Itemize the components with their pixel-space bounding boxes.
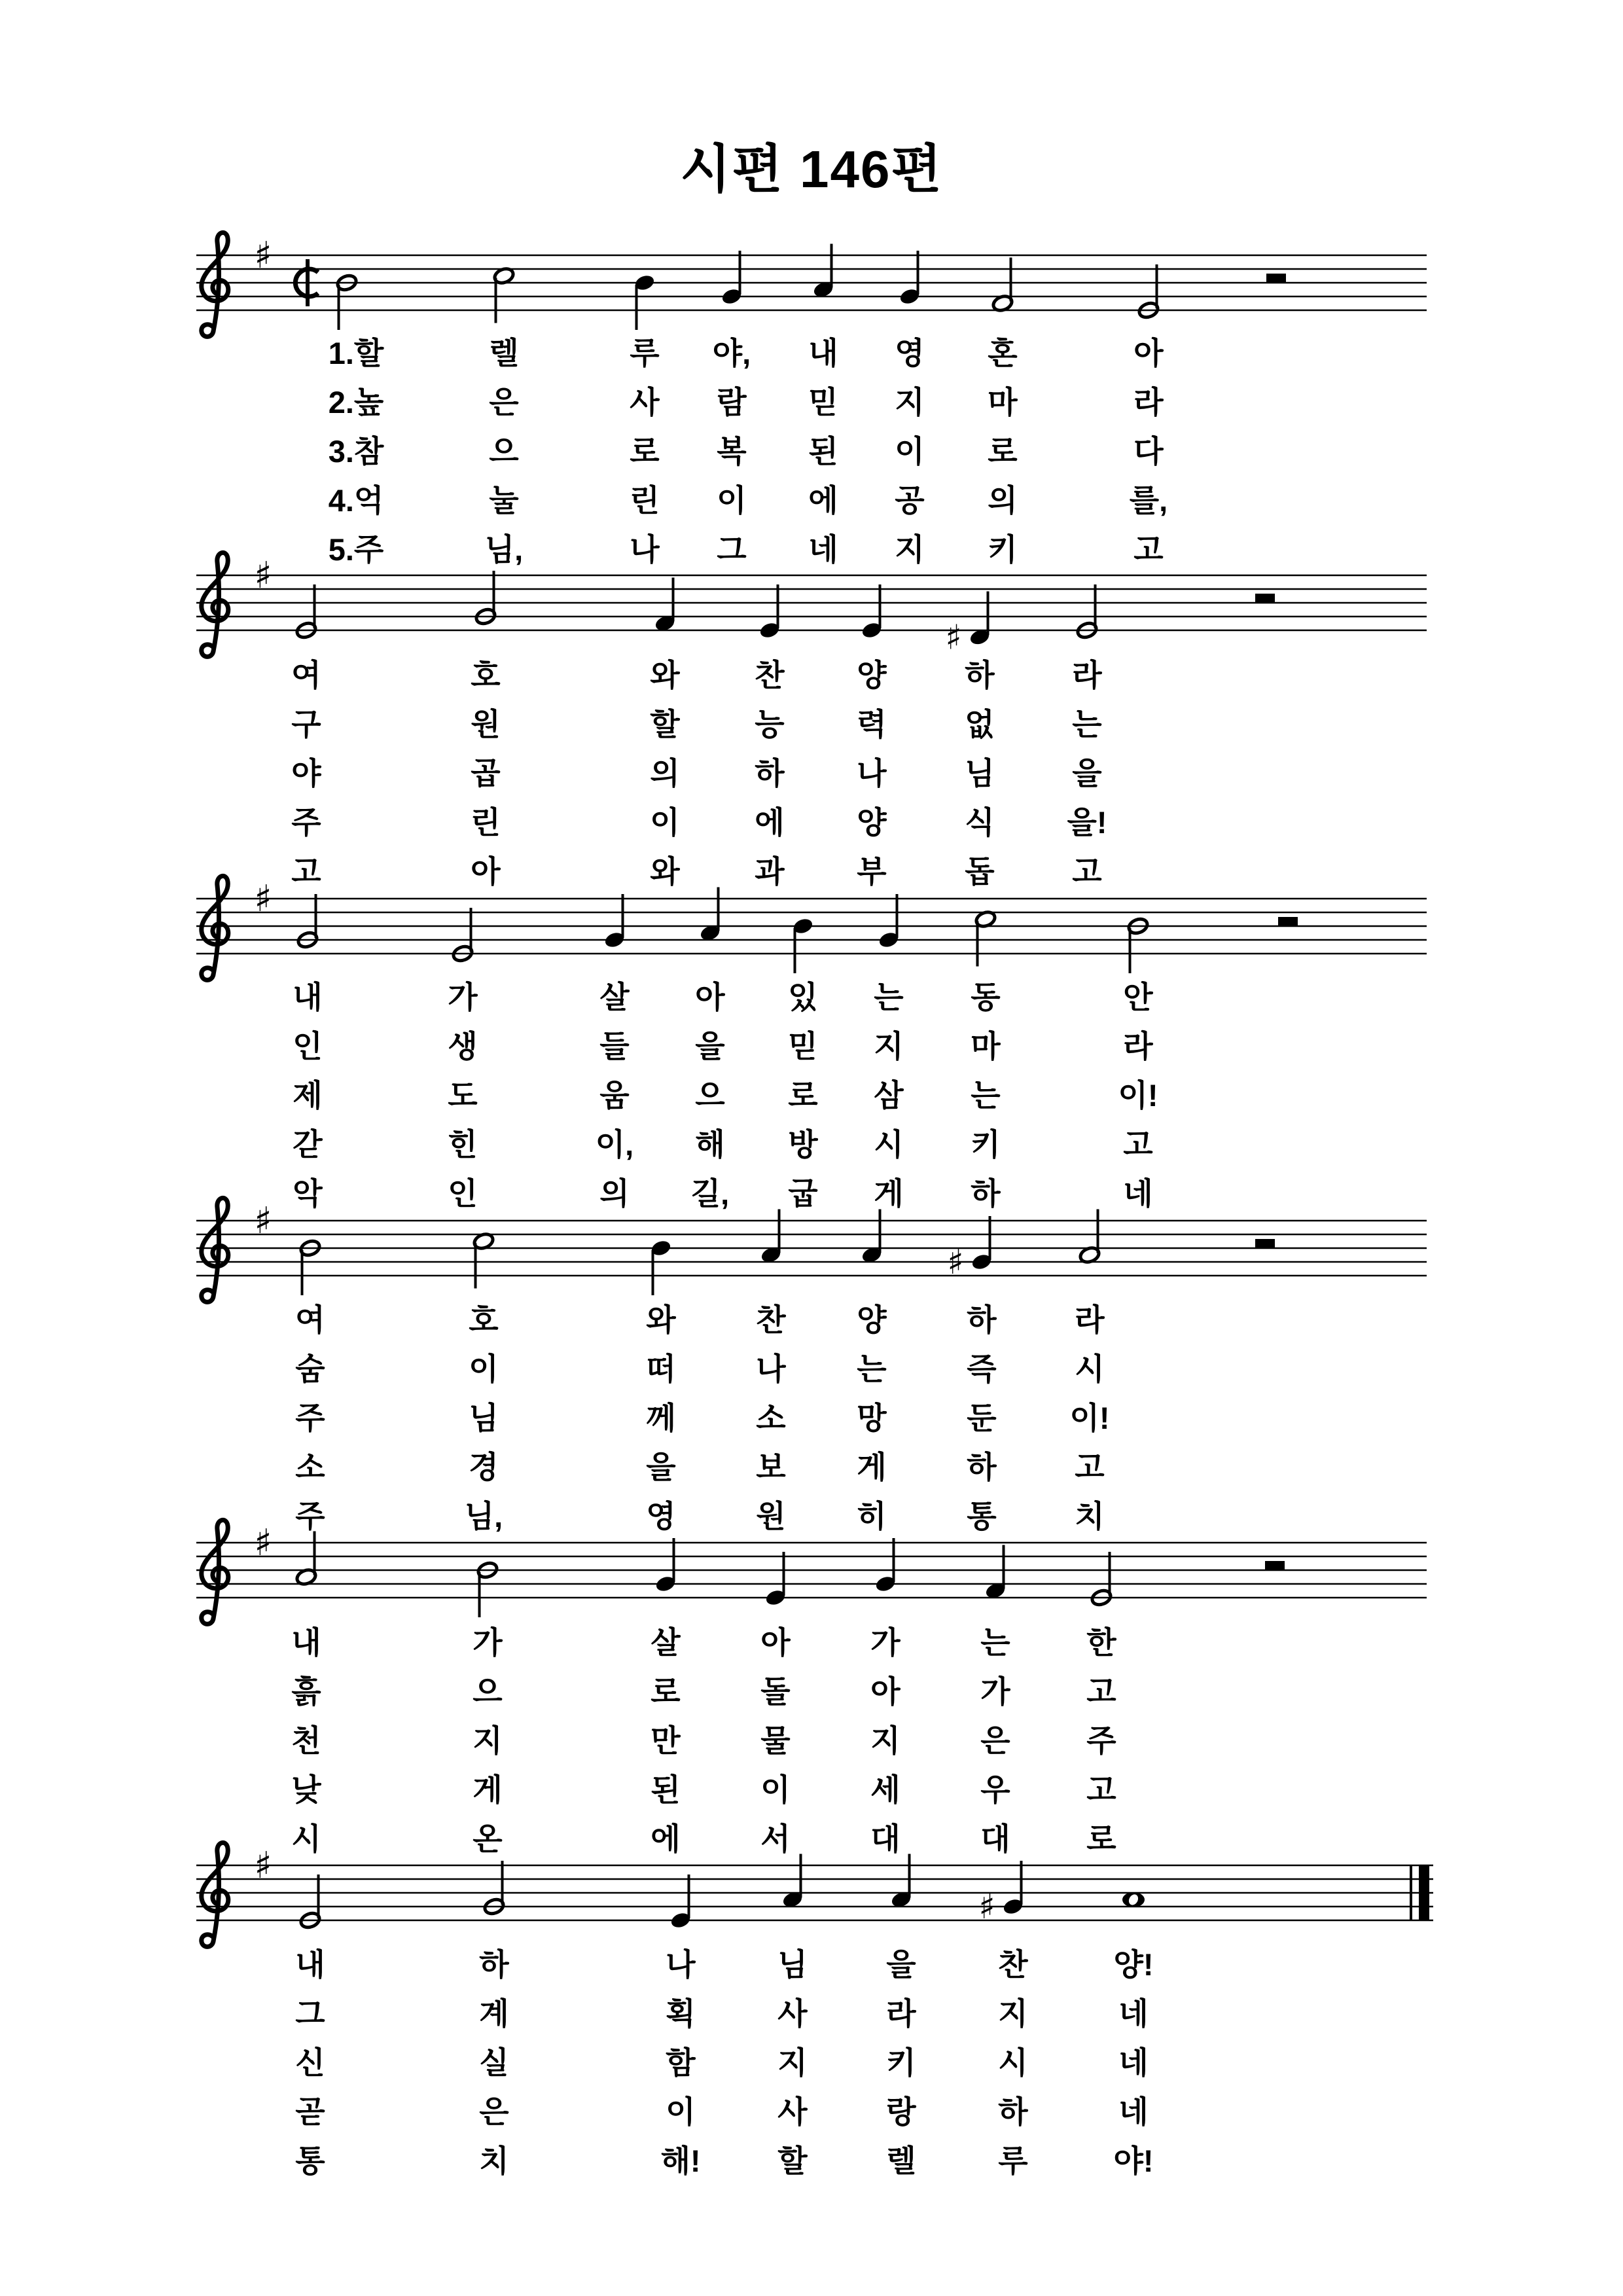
lyric-syllable: 고 bbox=[1133, 532, 1164, 567]
lyric-syllable: 랑 bbox=[886, 2094, 916, 2129]
lyric-syllable: 와 bbox=[650, 854, 680, 889]
lyric-syllable: 치 bbox=[1075, 1499, 1105, 1534]
lyric-syllable: 내 bbox=[291, 1625, 321, 1660]
staff-system-3 bbox=[183, 840, 1499, 997]
lyric-syllable: 사 bbox=[777, 2094, 808, 2129]
lyric-syllable: 믿 bbox=[788, 1029, 818, 1064]
lyric-syllable: 굽 bbox=[788, 1176, 818, 1211]
lyric-syllable: 하 bbox=[479, 1947, 509, 1982]
lyric-syllable: 이 bbox=[760, 1772, 791, 1807]
lyric-syllable: 을 bbox=[1072, 756, 1102, 791]
lyric-syllable: 에 bbox=[651, 1821, 681, 1856]
staff-system-6 bbox=[183, 1806, 1499, 1964]
lyric-syllable: 주 bbox=[295, 1499, 325, 1534]
lyric-syllable: 주 bbox=[1086, 1723, 1116, 1758]
lyric-syllable: 을 bbox=[695, 1029, 725, 1064]
lyric-syllable: 지 bbox=[777, 2045, 808, 2080]
lyric-syllable: 키 bbox=[988, 532, 1018, 567]
lyric-syllable: 마 bbox=[988, 385, 1018, 420]
lyric-syllable: 인 bbox=[448, 1176, 478, 1211]
lyric-syllable: 삼 bbox=[874, 1078, 904, 1113]
lyric-syllable: 소 bbox=[295, 1450, 325, 1484]
lyric-syllable: 와 bbox=[646, 1302, 676, 1337]
lyric-syllable: 하 bbox=[967, 1450, 997, 1484]
lyric-syllable: 로 bbox=[1086, 1821, 1116, 1856]
lyric-syllable: 혼 bbox=[988, 336, 1018, 370]
treble-clef-icon bbox=[202, 968, 213, 980]
lyric-syllable: 숨 bbox=[295, 1352, 325, 1386]
lyric-syllable: 로 bbox=[630, 434, 660, 469]
lyric-syllable: 의 bbox=[988, 483, 1018, 518]
lyric-syllable: 게 bbox=[473, 1772, 503, 1807]
lyric-syllable: 다 bbox=[1133, 434, 1164, 469]
lyric-syllable: 지 bbox=[870, 1723, 901, 1758]
lyric-syllable: 렐 bbox=[489, 336, 519, 370]
lyric-syllable: 나 bbox=[630, 532, 660, 567]
lyric-syllable: 네 bbox=[808, 532, 838, 567]
lyric-syllable: 함 bbox=[666, 2045, 696, 2080]
lyric-syllable: 아 bbox=[1133, 336, 1164, 370]
lyric-syllable: 살 bbox=[651, 1625, 681, 1660]
lyric-syllable: 치 bbox=[479, 2144, 509, 2178]
lyric-syllable: 획 bbox=[666, 1996, 696, 2031]
lyric-syllable: 움 bbox=[599, 1078, 630, 1113]
lyric-syllable: 는 bbox=[874, 980, 904, 1014]
lyric-syllable: 생 bbox=[448, 1029, 478, 1064]
lyric-syllable: 경 bbox=[469, 1450, 499, 1484]
lyric-syllable: 찬 bbox=[756, 1302, 786, 1337]
lyric-syllable: 을 bbox=[886, 1947, 916, 1982]
lyric-syllable: 님 bbox=[965, 756, 995, 791]
lyric-syllable: 로 bbox=[988, 434, 1018, 469]
key-signature-sharp-icon: ♯ bbox=[254, 1522, 272, 1564]
lyric-syllable: 나 bbox=[857, 756, 887, 791]
lyric-syllable: 우 bbox=[980, 1772, 1010, 1807]
lyric-syllable: 마 bbox=[971, 1029, 1001, 1064]
lyric-syllable: 들 bbox=[599, 1029, 630, 1064]
lyric-syllable: 야, bbox=[712, 336, 751, 370]
lyric-syllable: 3.참 bbox=[328, 434, 384, 469]
lyric-syllable: 으 bbox=[473, 1674, 503, 1709]
lyric-syllable: 양 bbox=[857, 805, 887, 840]
lyric-syllable: 히 bbox=[857, 1499, 887, 1534]
lyric-syllable: 은 bbox=[980, 1723, 1010, 1758]
lyric-syllable: 주 bbox=[291, 805, 321, 840]
lyric-syllable: 1.할 bbox=[328, 336, 384, 370]
lyric-syllable: 보 bbox=[756, 1450, 786, 1484]
lyric-syllable: 찬 bbox=[755, 658, 785, 692]
lyric-syllable: 낮 bbox=[291, 1772, 321, 1807]
lyric-syllable: 호 bbox=[471, 658, 501, 692]
staff-system-4 bbox=[183, 1162, 1499, 1319]
lyric-syllable: 는 bbox=[857, 1352, 887, 1386]
lyric-syllable: 게 bbox=[874, 1176, 904, 1211]
lyric-syllable: 망 bbox=[857, 1401, 887, 1435]
lyric-syllable: 해 bbox=[695, 1127, 725, 1162]
lyric-syllable: 사 bbox=[777, 1996, 808, 2031]
lyric-syllable: 지 bbox=[895, 385, 925, 420]
lyric-syllable: 께 bbox=[646, 1401, 676, 1435]
lyric-syllable: 사 bbox=[630, 385, 660, 420]
lyric-syllable: 영 bbox=[646, 1499, 676, 1534]
lyric-syllable: 님 bbox=[777, 1947, 808, 1982]
lyric-syllable: 힌 bbox=[448, 1127, 478, 1162]
lyric-syllable: 돕 bbox=[965, 854, 995, 889]
page-title: 시편 146편 bbox=[680, 139, 943, 198]
lyric-syllable: 4.억 bbox=[328, 483, 384, 518]
lyric-syllable: 통 bbox=[967, 1499, 997, 1534]
lyric-syllable: 가 bbox=[448, 980, 478, 1014]
lyric-syllable: 영 bbox=[895, 336, 925, 370]
lyric-syllable: 된 bbox=[808, 434, 838, 469]
lyric-syllable: 천 bbox=[291, 1723, 321, 1758]
lyric-syllable: 길, bbox=[690, 1176, 730, 1211]
lyric-syllable: 주 bbox=[295, 1401, 325, 1435]
lyric-syllable: 는 bbox=[980, 1625, 1010, 1660]
lyric-syllable: 호 bbox=[469, 1302, 499, 1337]
lyric-syllable: 돌 bbox=[760, 1674, 791, 1709]
lyric-syllable: 나 bbox=[756, 1352, 786, 1386]
lyric-syllable: 복 bbox=[717, 434, 747, 469]
lyric-syllable: 5.주 bbox=[328, 532, 384, 567]
lyric-syllable: 고 bbox=[1075, 1450, 1105, 1484]
lyric-syllable: 양! bbox=[1113, 1947, 1154, 1982]
lyric-syllable: 구 bbox=[291, 707, 321, 742]
lyric-syllable: 라 bbox=[1133, 385, 1164, 420]
lyric-syllable: 아 bbox=[471, 854, 501, 889]
half-rest-icon bbox=[1265, 1561, 1285, 1570]
lyric-syllable: 그 bbox=[295, 1996, 325, 2031]
lyric-syllable: 을! bbox=[1067, 805, 1107, 840]
lyric-syllable: 지 bbox=[998, 1996, 1028, 2031]
lyric-syllable: 는 bbox=[1072, 707, 1102, 742]
lyric-syllable: 라 bbox=[1072, 658, 1102, 692]
lyric-syllable: 렐 bbox=[886, 2144, 916, 2178]
lyric-syllable: 계 bbox=[479, 1996, 509, 2031]
lyric-syllable: 양 bbox=[857, 1302, 887, 1337]
staff-system-2 bbox=[183, 516, 1499, 673]
lyric-syllable: 아 bbox=[870, 1674, 901, 1709]
lyric-syllable: 부 bbox=[857, 854, 887, 889]
lyric-syllable: 물 bbox=[760, 1723, 791, 1758]
half-rest-icon bbox=[1255, 594, 1275, 603]
staff-system-1 bbox=[183, 196, 1499, 353]
lyric-syllable: 아 bbox=[760, 1625, 791, 1660]
lyric-syllable: 키 bbox=[886, 2045, 916, 2080]
lyric-syllable: 갇 bbox=[293, 1127, 323, 1162]
lyric-syllable: 양 bbox=[857, 658, 887, 692]
lyric-syllable: 로 bbox=[788, 1078, 818, 1113]
lyric-syllable: 서 bbox=[760, 1821, 791, 1856]
lyric-syllable: 게 bbox=[857, 1450, 887, 1484]
lyric-syllable: 시 bbox=[998, 2045, 1028, 2080]
lyric-syllable: 네 bbox=[1118, 1996, 1149, 2031]
staff-system-5 bbox=[183, 1484, 1499, 1641]
lyric-syllable: 둔 bbox=[967, 1401, 997, 1435]
key-signature-sharp-icon: ♯ bbox=[254, 554, 272, 597]
lyric-syllable: 내 bbox=[293, 980, 323, 1014]
key-signature-sharp-icon: ♯ bbox=[254, 878, 272, 920]
treble-clef-icon bbox=[202, 1290, 213, 1302]
final-barline bbox=[1419, 1865, 1429, 1920]
lyric-syllable: 실 bbox=[479, 2045, 509, 2080]
lyric-syllable: 이, bbox=[595, 1127, 634, 1162]
lyric-syllable: 루 bbox=[630, 336, 660, 370]
lyric-syllable: 린 bbox=[630, 483, 660, 518]
lyric-syllable: 제 bbox=[293, 1078, 323, 1113]
lyric-syllable: 와 bbox=[650, 658, 680, 692]
lyric-syllable: 고 bbox=[1086, 1674, 1116, 1709]
lyric-syllable: 떠 bbox=[646, 1352, 676, 1386]
lyric-syllable: 람 bbox=[717, 385, 747, 420]
lyric-syllable: 이 bbox=[895, 434, 925, 469]
lyric-syllable: 원 bbox=[471, 707, 501, 742]
lyric-syllable: 도 bbox=[448, 1078, 478, 1113]
lyric-syllable: 즉 bbox=[967, 1352, 997, 1386]
lyric-syllable: 된 bbox=[651, 1772, 681, 1807]
lyric-syllable: 여 bbox=[291, 658, 321, 692]
lyric-syllable: 그 bbox=[717, 532, 747, 567]
lyric-syllable: 통 bbox=[295, 2144, 325, 2178]
lyric-syllable: 가 bbox=[870, 1625, 901, 1660]
lyric-syllable: 아 bbox=[695, 980, 725, 1014]
lyric-syllable: 할 bbox=[777, 2144, 808, 2178]
half-rest-icon bbox=[1278, 917, 1298, 926]
sharp-icon: ♯ bbox=[945, 618, 962, 658]
lyric-syllable: 지 bbox=[473, 1723, 503, 1758]
lyric-syllable: 라 bbox=[1123, 1029, 1153, 1064]
lyric-syllable: 안 bbox=[1123, 980, 1153, 1014]
lyric-syllable: 찬 bbox=[998, 1947, 1028, 1982]
lyric-syllable: 루 bbox=[998, 2144, 1028, 2178]
lyric-syllable: 의 bbox=[650, 756, 680, 791]
lyric-syllable: 라 bbox=[886, 1996, 916, 2031]
lyric-syllable: 을 bbox=[646, 1450, 676, 1484]
lyric-syllable: 고 bbox=[1123, 1127, 1153, 1162]
lyric-syllable: 한 bbox=[1086, 1625, 1116, 1660]
key-signature-sharp-icon: ♯ bbox=[254, 234, 272, 277]
lyric-syllable: 지 bbox=[895, 532, 925, 567]
lyric-syllable: 라 bbox=[1075, 1302, 1105, 1337]
lyric-syllable: 만 bbox=[651, 1723, 681, 1758]
lyric-syllable: 하 bbox=[971, 1176, 1001, 1211]
lyric-syllable: 흙 bbox=[291, 1674, 321, 1709]
lyric-syllable: 방 bbox=[788, 1127, 818, 1162]
lyric-syllable: 대 bbox=[870, 1821, 901, 1856]
lyric-syllable: 할 bbox=[650, 707, 680, 742]
lyric-syllable: 고 bbox=[291, 854, 321, 889]
lyric-syllable: 야! bbox=[1113, 2144, 1154, 2178]
lyric-syllable: 으 bbox=[695, 1078, 725, 1113]
lyric-syllable: 대 bbox=[980, 1821, 1010, 1856]
lyric-syllable: 는 bbox=[971, 1078, 1001, 1113]
lyric-syllable: 원 bbox=[756, 1499, 786, 1534]
lyric-syllable: 님, bbox=[464, 1499, 503, 1534]
half-rest-icon bbox=[1266, 274, 1286, 283]
lyric-syllable: 가 bbox=[473, 1625, 503, 1660]
lyric-syllable: 믿 bbox=[808, 385, 838, 420]
lyric-syllable: 의 bbox=[599, 1176, 630, 1211]
lyric-syllable: 이! bbox=[1118, 1078, 1158, 1113]
lyric-syllable: 이 bbox=[666, 2094, 696, 2129]
lyric-syllable: 린 bbox=[471, 805, 501, 840]
lyric-syllable: 에 bbox=[808, 483, 838, 518]
treble-clef-icon bbox=[202, 325, 213, 337]
lyric-syllable: 시 bbox=[874, 1127, 904, 1162]
lyric-syllable: 2.높 bbox=[328, 385, 384, 420]
sharp-icon: ♯ bbox=[947, 1243, 964, 1282]
sharp-icon: ♯ bbox=[978, 1888, 995, 1927]
lyric-syllable: 네 bbox=[1123, 1176, 1153, 1211]
lyric-syllable: 인 bbox=[293, 1029, 323, 1064]
lyric-syllable: 소 bbox=[756, 1401, 786, 1435]
lyric-syllable: 살 bbox=[599, 980, 630, 1014]
lyric-syllable: 를, bbox=[1129, 483, 1168, 518]
lyric-syllable: 없 bbox=[965, 707, 995, 742]
lyric-syllable: 곧 bbox=[295, 2094, 325, 2129]
lyric-syllable: 내 bbox=[808, 336, 838, 370]
lyric-syllable: 나 bbox=[666, 1947, 696, 1982]
lyric-syllable: 내 bbox=[295, 1947, 325, 1982]
lyric-syllable: 여 bbox=[295, 1302, 325, 1337]
lyric-syllable: 해! bbox=[660, 2144, 701, 2178]
lyric-syllable: 이 bbox=[469, 1352, 499, 1386]
lyric-syllable: 네 bbox=[1118, 2045, 1149, 2080]
lyric-syllable: 하 bbox=[755, 756, 785, 791]
key-signature-sharp-icon: ♯ bbox=[254, 1200, 272, 1242]
lyric-syllable: 력 bbox=[857, 707, 887, 742]
key-signature-sharp-icon: ♯ bbox=[254, 1844, 272, 1887]
lyric-syllable: 곱 bbox=[471, 756, 501, 791]
lyric-syllable: 세 bbox=[870, 1772, 901, 1807]
lyric-syllable: 지 bbox=[874, 1029, 904, 1064]
lyric-syllable: 식 bbox=[965, 805, 995, 840]
treble-clef-icon bbox=[202, 645, 213, 657]
lyric-syllable: 온 bbox=[473, 1821, 503, 1856]
lyric-syllable: 야 bbox=[291, 756, 321, 791]
lyric-syllable: 키 bbox=[971, 1127, 1001, 1162]
lyric-syllable: 고 bbox=[1086, 1772, 1116, 1807]
lyric-syllable: 과 bbox=[755, 854, 785, 889]
lyric-syllable: 시 bbox=[1075, 1352, 1105, 1386]
lyric-syllable: 으 bbox=[489, 434, 519, 469]
lyric-syllable: 에 bbox=[755, 805, 785, 840]
lyric-syllable: 동 bbox=[971, 980, 1001, 1014]
lyric-syllable: 가 bbox=[980, 1674, 1010, 1709]
lyric-syllable: 이 bbox=[650, 805, 680, 840]
lyric-syllable: 이! bbox=[1069, 1401, 1110, 1435]
lyric-syllable: 은 bbox=[489, 385, 519, 420]
lyric-syllable: 악 bbox=[293, 1176, 323, 1211]
lyric-syllable: 님, bbox=[484, 532, 524, 567]
lyric-syllable: 능 bbox=[755, 707, 785, 742]
lyric-syllable: 고 bbox=[1072, 854, 1102, 889]
lyric-syllable: 시 bbox=[291, 1821, 321, 1856]
lyric-syllable: 하 bbox=[965, 658, 995, 692]
lyric-syllable: 이 bbox=[717, 483, 747, 518]
treble-clef-icon bbox=[202, 1935, 213, 1947]
lyric-syllable: 공 bbox=[895, 483, 925, 518]
lyric-syllable: 신 bbox=[295, 2045, 325, 2080]
lyric-syllable: 하 bbox=[967, 1302, 997, 1337]
half-rest-icon bbox=[1255, 1239, 1275, 1248]
lyric-syllable: 로 bbox=[651, 1674, 681, 1709]
lyric-syllable: 은 bbox=[479, 2094, 509, 2129]
lyric-syllable: 네 bbox=[1118, 2094, 1149, 2129]
treble-clef-icon bbox=[202, 1612, 213, 1624]
lyric-syllable: 눌 bbox=[489, 483, 519, 518]
lyric-syllable: 있 bbox=[788, 980, 818, 1014]
lyric-syllable: 하 bbox=[998, 2094, 1028, 2129]
lyric-syllable: 님 bbox=[469, 1401, 499, 1435]
